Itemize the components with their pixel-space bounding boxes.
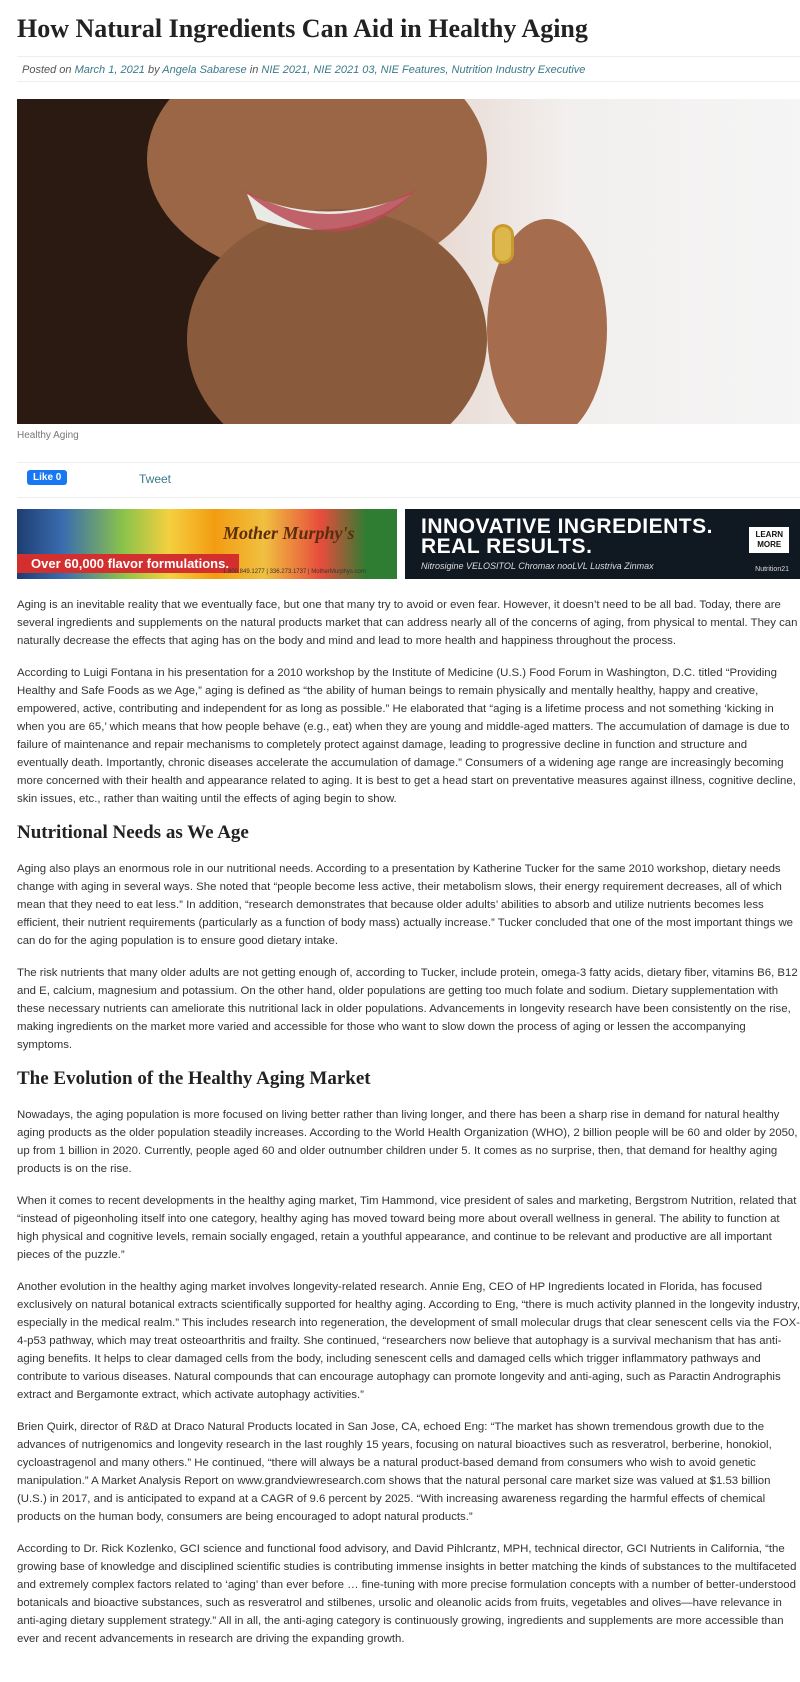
learn-more-line1: LEARN <box>755 530 783 539</box>
learn-more-button[interactable] <box>749 527 789 553</box>
ad-banner-right[interactable] <box>405 509 800 579</box>
meta-by: by <box>148 64 160 76</box>
paragraph: Aging is an inevitable reality that we eventually face, but one that many try to avoid or even fear. However, it doesn’t need to be all bad. Today, there are several ingredients and supplements on the natural products market that can address nearly all of the concerns of aging, from physical to mental. They can naturally decrease the effects that aging has on the body and mind and lead to more health and happiness throughout the process. <box>17 599 798 647</box>
tweet-link[interactable]: Tweet <box>139 472 172 486</box>
post-date-link[interactable]: March 1, 2021 <box>74 64 145 76</box>
paragraph: Another evolution in the healthy aging market involves longevity-related research. Annie Eng, CEO of HP Ingredients located in Florida, has focused exclusively on natural botanical extracts scientifically supported for healthy aging. According to Eng, “there is much activity planned in the longevity industry, especially in the medical realm.” This includes research into regeneration, the development of small molecular drugs that clear senescent cells via the FOX-4-p53 pathway, which may treat osteoarthritis and frailty. She continued, “researchers now believe that autophagy is a survival mechanism that has anti-aging benefits. It helps to clear damaged cells from the body, including senescent cells and damaged cells which trigger inflammatory pathways and contribute to various diseases. Natural compounds that can encourage autophagy can promote longevity and anti-aging, such as Paractin Andrographis extract and Bergamonte extract, which activate autophagy activities.” <box>17 1281 800 1401</box>
ad-contact: 1.800.849.1277 | 336.273.1737 | MotherMurphys.com <box>223 569 366 575</box>
article-title: How Natural Ingredients Can Aid in Healthy Aging <box>17 14 588 43</box>
social-bar <box>17 462 800 498</box>
hero-image <box>17 99 800 424</box>
paragraph: According to Luigi Fontana in his presentation for a 2010 workshop by the Institute of Medicine (U.S.) Food Forum in Washington, D.C. titled “Providing Healthy and Safe Foods as we Age,” aging is defined as “the ability of human beings to remain physically and mentally healthy, happy and creative, empowered, active, contributing and independent for as long as possible.” He elaborated that “aging is a lifetime process and not something ‘kicking in when you are 65,’ which means that how people behave (e.g., eat) when they are young and middle-aged matters. The accumulation of damage is due to failure of maintenance and repair mechanisms to completely protect against damage, leading to progressive decline in function and structure and eventually death. Importantly, chronic diseases accelerate the accumulation of damage.” Consumers of a widening age range are increasingly becoming more concerned with their health and appearance related to aging. It is best to get a head start on preventative measures against illness, cognitive decline, skin issues, etc., rather than waiting until the effects of aging begin to show. <box>17 667 796 805</box>
paragraph: Nowadays, the aging population is more focused on living better rather than living longer, and there has been a sharp rise in demand for natural healthy aging products as the older population steadily increases. According to the World Health Organization (WHO), 2 billion people will be 60 and older by 2050, up from 1 billion in 2020. Currently, people aged 60 and older outnumber children under 5. It comes as no surprise, then, that demand for healthy aging products is on the rise. <box>17 1109 798 1175</box>
ad-brand-logo: Mother Murphy's <box>223 523 355 543</box>
paragraph: Brien Quirk, director of R&D at Draco Natural Products located in San Jose, CA, echoed Eng: “The market has shown tremendous growth due to the advances of nutrigenomics and longevity research in the last roughly 15 years, focusing on natural bioactives such as resveratrol, berberine, honokiol, cycloastragenol and many others.” He continued, “there will always be a natural product-based demand from consumers who wish to avoid genetic manipulation.” A Market Analysis Report on www.grandviewresearch.com shows that the natural personal care market size was valued at $1.53 billion (U.S.) in 2017, and is anticipated to expand at a CAGR of 9.6 percent by 2025. “With increasing awareness regarding the harmful effects of chemical products on the human body, consumers are being encouraged to adopt natural products.” <box>17 1421 772 1523</box>
paragraph: The risk nutrients that many older adults are not getting enough of, according to Tucker, include protein, omega-3 fatty acids, dietary fiber, vitamins B6, B12 and E, calcium, magnesium and potassium. On the other hand, older populations are getting too much folate and sodium. Dietary supplementation with these necessary nutrients can ameliorate this nutritional lack in older populations. Advancements in longevity research have been consistently on the rise, making ingredients on the market more varied and accessible for those who want to slow down the process of aging or lessen the accompanying symptoms. <box>17 967 798 1051</box>
post-meta <box>17 56 800 82</box>
paragraph: When it comes to recent developments in the healthy aging market, Tim Hammond, vice president of sales and marketing, Bergstrom Nutrition, related that “instead of pigeonholing itself into one category, healthy aging has moved toward being more about overall wellness in general. The ability to function at high physical and cognitive levels, remain socially engaged, retain a youthful appearance, and continue to be relevant and productive are all important pieces of the puzzle.” <box>17 1195 797 1261</box>
hero-illustration <box>17 99 800 424</box>
meta-in: in <box>249 64 259 76</box>
ad-headline-line1: INNOVATIVE INGREDIENTS. <box>421 515 713 538</box>
paragraph: According to Dr. Rick Kozlenko, GCI science and functional food advisory, and David Pihlcrantz, MPH, technical director, GCI Nutrients in California, “the growing base of knowledge and disciplined scientific studies is contributing immense insights in better matching the kinds of substances to the multifaceted and extremely complex factors related to ‘aging’ than ever before … fine-tuning with more precise formulation concepts with a number of better-understood botanicals and bioactive substances, such as resveratrol and stilbenes, ursolic and oleanolic acids from fruits, vegetables and olives—have relevance in anti-aging dietary supplement strategy.” All in all, the anti-aging category is continuously growing, ingredients and supplements are more accessible than ever and recent advancements in research are driving the expanding growth. <box>17 1543 797 1645</box>
paragraph: Aging also plays an enormous role in our nutritional needs. According to a presentation by Katherine Tucker for the same 2010 workshop, dietary needs change with aging in several ways. She noted that “people become less active, their metabolism slows, their energy requirement decreases, all of which mean that they need to eat less.” In addition, “research demonstrates that because older adults’ abilities to absorb and utilize nutrients becomes less efficient, their nutrient requirements (particularly as a function of body mass) actually increase.” Tucker concluded that one of the most important things we can do for the aging population is to ensure good dietary intake. <box>17 863 794 947</box>
learn-more-line2: MORE <box>757 540 782 549</box>
ad-company: Nutrition21 <box>755 566 789 573</box>
article-body <box>17 596 800 1662</box>
author-link[interactable]: Angela Sabarese <box>162 64 247 76</box>
facebook-like-button[interactable]: Like 0 <box>27 470 67 485</box>
ad-brands: Nitrosigine VELOSITOL Chromax nooLVL Lustriva Zinmax <box>421 561 654 571</box>
ad-headline-line2: REAL RESULTS. <box>421 535 593 558</box>
meta-prefix: Posted on <box>22 64 72 76</box>
category-links[interactable]: NIE 2021, NIE 2021 03, NIE Features, Nutrition Industry Executive <box>261 64 586 76</box>
ad-banner-left[interactable] <box>17 509 397 579</box>
section-heading: The Evolution of the Healthy Aging Market <box>17 1068 371 1089</box>
ad-tagline: Over 60,000 flavor formulations. <box>17 554 239 573</box>
ad-headline <box>421 517 713 557</box>
image-caption: Healthy Aging <box>17 430 79 441</box>
section-heading: Nutritional Needs as We Age <box>17 822 249 843</box>
